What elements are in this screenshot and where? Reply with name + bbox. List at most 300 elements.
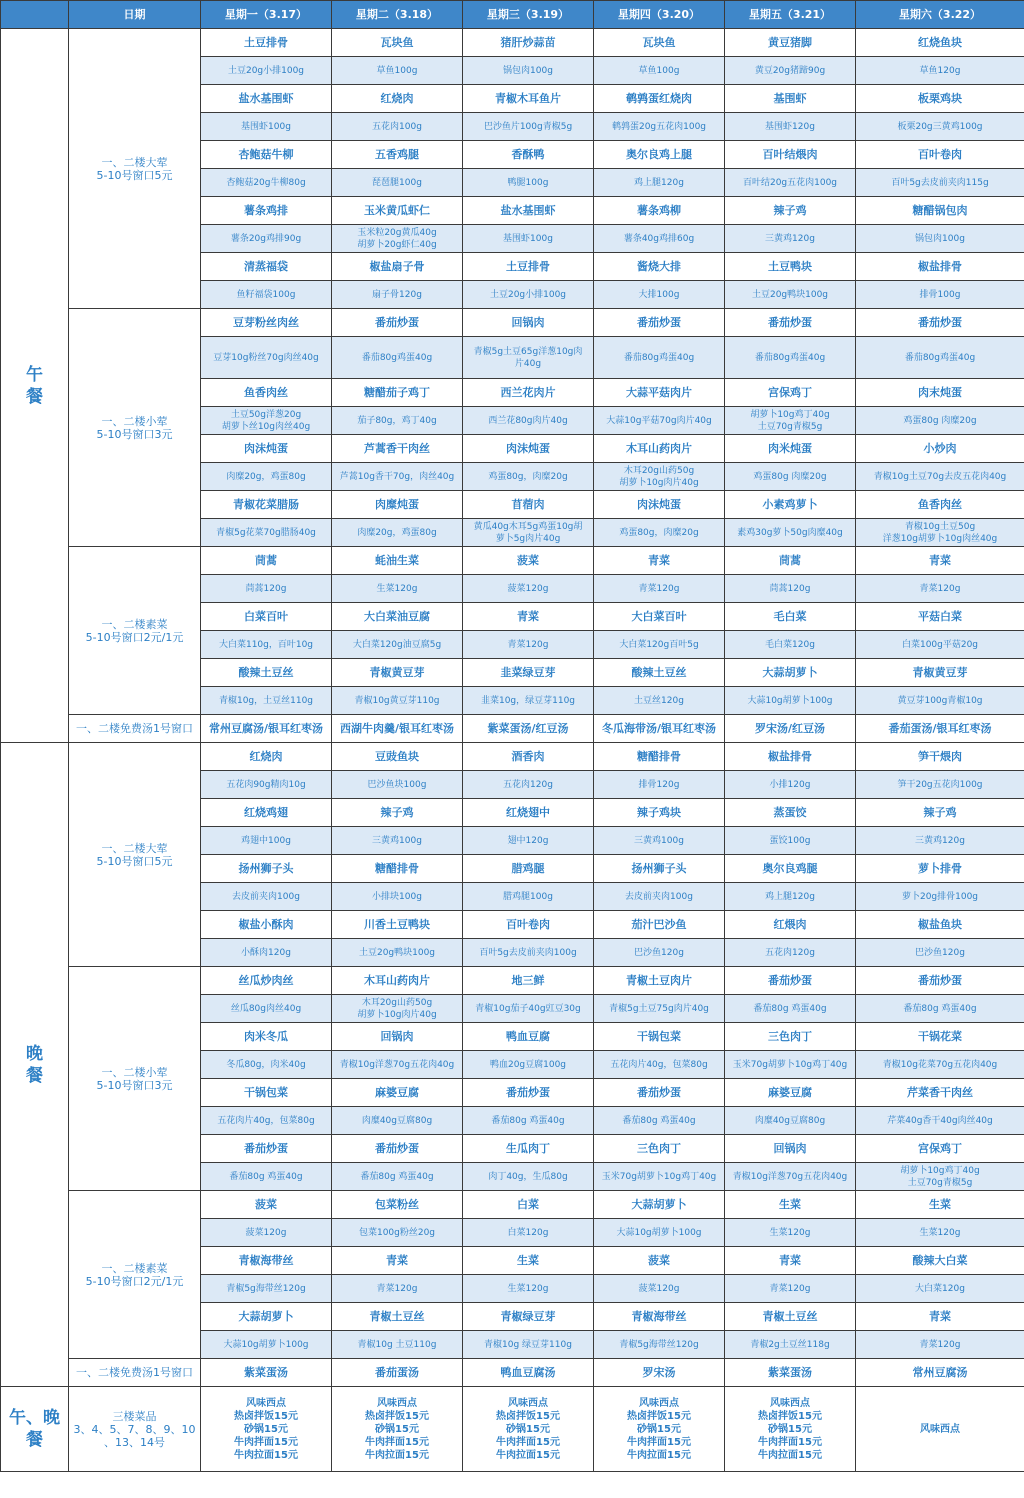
dish-name-cell: 肉米炖蛋 (725, 435, 856, 463)
header-cell-monday: 星期一（3.17） (201, 1, 332, 29)
ingredient-cell: 黄豆芽100g青椒10g (856, 687, 1024, 715)
ingredient-cell: 薯条20g鸡排90g (201, 225, 332, 253)
dish-name-cell: 生菜 (725, 1191, 856, 1219)
dish-name-cell: 三色肉丁 (594, 1135, 725, 1163)
footer-extra-cell: 风味西点 热卤拌饭15元 砂锅15元 牛肉拌面15元 牛肉拉面15元 (332, 1387, 463, 1472)
dish-name-cell: 椒盐小酥肉 (201, 911, 332, 939)
dish-name-cell: 红烧肉 (332, 85, 463, 113)
dish-name-cell: 白菜百叶 (201, 603, 332, 631)
dish-name-cell: 鱼香肉丝 (201, 379, 332, 407)
ingredient-cell: 胡萝卜10g鸡丁40g 土豆70g青椒5g (725, 407, 856, 435)
ingredient-cell: 番茄80g 鸡蛋40g (463, 1107, 594, 1135)
ingredient-cell: 白菜120g (463, 1219, 594, 1247)
ingredient-cell: 肉糜40g豆腐80g (332, 1107, 463, 1135)
ingredient-cell: 菠菜120g (463, 575, 594, 603)
ingredient-cell: 大排100g (594, 281, 725, 309)
soup-row (1, 1359, 1024, 1387)
dish-name-cell: 西兰花肉片 (463, 379, 594, 407)
dish-name-cell: 青椒海带丝 (594, 1303, 725, 1331)
ingredient-cell: 青椒5g土豆75g肉片40g (594, 995, 725, 1023)
ingredient-cell: 杏鲍菇20g牛柳80g (201, 169, 332, 197)
ingredient-cell: 草鱼120g (856, 57, 1024, 85)
dish-name-cell: 大蒜胡萝卜 (594, 1191, 725, 1219)
ingredient-cell: 番茄80g 鸡蛋40g (332, 1163, 463, 1191)
dish-name-cell: 豆豉鱼块 (332, 743, 463, 771)
soup-cell: 紫菜蛋汤 (725, 1359, 856, 1387)
ingredient-cell: 木耳20g山药50g 胡萝卜10g肉片40g (594, 463, 725, 491)
dish-name-cell: 红烧翅中 (463, 799, 594, 827)
soup-label: 一、二楼免费汤1号窗口 (69, 715, 201, 743)
header-cell-date: 日期 (69, 1, 201, 29)
dish-name-cell: 青椒绿豆芽 (463, 1303, 594, 1331)
ingredient-cell: 肉糜20g，鸡蛋80g (201, 463, 332, 491)
dish-name-cell: 青椒土豆肉片 (594, 967, 725, 995)
dish-name-cell: 菠菜 (201, 1191, 332, 1219)
dish-name-cell: 辣子鸡块 (594, 799, 725, 827)
dish-name-cell: 茼蒿 (201, 547, 332, 575)
ingredient-cell: 小排块100g (332, 883, 463, 911)
ingredient-cell: 生菜120g (332, 575, 463, 603)
category-label: 一、二楼小荤 5-10号窗口3元 (69, 967, 201, 1191)
dish-name-cell: 青椒黄豆芽 (332, 659, 463, 687)
ingredient-cell: 鸡蛋80g 肉糜20g (725, 463, 856, 491)
dish-name-cell: 辣子鸡 (856, 799, 1024, 827)
footer-extra-cell: 风味西点 热卤拌饭15元 砂锅15元 牛肉拌面15元 牛肉拉面15元 (201, 1387, 332, 1472)
footer-category-label: 三楼菜品 3、4、5、7、8、9、10 、13、14号 (69, 1387, 201, 1472)
ingredient-cell: 小排120g (725, 771, 856, 799)
soup-cell: 番茄蛋汤 (332, 1359, 463, 1387)
dish-name-cell: 小炒肉 (856, 435, 1024, 463)
dish-name-cell: 酸辣大白菜 (856, 1247, 1024, 1275)
category-label: 一、二楼大荤 5-10号窗口5元 (69, 29, 201, 309)
dish-name-cell: 青椒黄豆芽 (856, 659, 1024, 687)
dish-name-cell: 青菜 (463, 603, 594, 631)
ingredient-cell: 鸡上腿120g (594, 169, 725, 197)
ingredient-cell: 青菜120g (463, 631, 594, 659)
dish-name-cell: 基围虾 (725, 85, 856, 113)
dish-name-cell: 番茄炒蛋 (856, 967, 1024, 995)
dish-name-cell: 辣子鸡 (725, 197, 856, 225)
ingredient-cell: 玉米70g胡萝卜10g鸡丁40g (594, 1163, 725, 1191)
ingredient-cell: 木耳20g山药50g 胡萝卜10g肉片40g (332, 995, 463, 1023)
ingredient-cell: 鸡蛋80g，肉糜20g (463, 463, 594, 491)
header-row (1, 1, 1024, 29)
dish-name-cell: 肉沫炖蛋 (463, 435, 594, 463)
dish-name-cell: 盐水基围虾 (463, 197, 594, 225)
ingredient-cell: 鸡蛋80g 肉糜20g (856, 407, 1024, 435)
ingredient-cell: 冬瓜80g，肉米40g (201, 1051, 332, 1079)
footer-row (1, 1387, 1024, 1472)
ingredient-cell: 青椒10g 绿豆芽110g (463, 1331, 594, 1359)
dish-name-cell: 椒盐鱼块 (856, 911, 1024, 939)
ingredient-cell: 芦蒿10g香干70g，肉丝40g (332, 463, 463, 491)
dish-name-cell: 扬州狮子头 (594, 855, 725, 883)
ingredient-cell: 玉米粒20g黄瓜40g 胡萝卜20g虾仁40g (332, 225, 463, 253)
dish-row (1, 309, 1024, 337)
dish-name-cell: 干锅包菜 (201, 1079, 332, 1107)
ingredient-cell: 青椒5g花菜70g腊肠40g (201, 519, 332, 547)
ingredient-cell: 排骨120g (594, 771, 725, 799)
ingredient-cell: 豆芽10g粉丝70g肉丝40g (201, 337, 332, 379)
dish-name-cell: 平菇白菜 (856, 603, 1024, 631)
ingredient-cell: 大白菜120g (856, 1275, 1024, 1303)
ingredient-cell: 去皮前夹肉100g (201, 883, 332, 911)
ingredient-cell: 巴沙鱼120g (856, 939, 1024, 967)
dish-name-cell: 茼蒿 (725, 547, 856, 575)
dish-name-cell: 木耳山药肉片 (332, 967, 463, 995)
soup-cell: 罗宋汤/红豆汤 (725, 715, 856, 743)
ingredient-cell: 玉米70g胡萝卜10g鸡丁40g (725, 1051, 856, 1079)
dish-name-cell: 番茄炒蛋 (463, 1079, 594, 1107)
soup-row (1, 715, 1024, 743)
ingredient-cell: 毛白菜120g (725, 631, 856, 659)
ingredient-cell: 土豆20g鸭块100g (332, 939, 463, 967)
ingredient-cell: 素鸡30g萝卜50g肉糜40g (725, 519, 856, 547)
ingredient-cell: 锅包肉100g (463, 57, 594, 85)
dish-name-cell: 宫保鸡丁 (856, 1135, 1024, 1163)
ingredient-cell: 土豆20g小排100g (201, 57, 332, 85)
ingredient-cell: 肉丁40g，生瓜80g (463, 1163, 594, 1191)
dish-name-cell: 蒸蛋饺 (725, 799, 856, 827)
dish-name-cell: 青菜 (856, 1303, 1024, 1331)
dish-name-cell: 糖醋排骨 (594, 743, 725, 771)
dish-name-cell: 青椒木耳鱼片 (463, 85, 594, 113)
ingredient-cell: 青菜120g (332, 1275, 463, 1303)
dish-name-cell: 干锅包菜 (594, 1023, 725, 1051)
ingredient-cell: 巴沙鱼120g (594, 939, 725, 967)
dish-name-cell: 地三鲜 (463, 967, 594, 995)
ingredient-cell: 鸭血20g豆腐100g (463, 1051, 594, 1079)
dish-name-cell: 椒盐排骨 (725, 743, 856, 771)
ingredient-cell: 大白菜110g，百叶10g (201, 631, 332, 659)
dish-name-cell: 番茄炒蛋 (332, 1135, 463, 1163)
ingredient-cell: 大蒜10g胡萝卜100g (201, 1331, 332, 1359)
ingredient-cell: 鹌鹑蛋20g五花肉100g (594, 113, 725, 141)
soup-cell: 紫菜蛋汤 (201, 1359, 332, 1387)
dish-name-cell: 回锅肉 (332, 1023, 463, 1051)
ingredient-cell: 青椒10g黄豆芽110g (332, 687, 463, 715)
ingredient-cell: 小酥肉120g (201, 939, 332, 967)
ingredient-cell: 百叶结20g五花肉100g (725, 169, 856, 197)
dish-name-cell: 肉米冬瓜 (201, 1023, 332, 1051)
dish-name-cell: 菠菜 (594, 1247, 725, 1275)
dish-name-cell: 大蒜胡萝卜 (725, 659, 856, 687)
dish-row (1, 1191, 1024, 1219)
ingredient-cell: 番茄80g鸡蛋40g (332, 337, 463, 379)
ingredient-cell: 生菜120g (856, 1219, 1024, 1247)
ingredient-cell: 三黄鸡100g (332, 827, 463, 855)
ingredient-cell: 青椒10g茄子40g豇豆30g (463, 995, 594, 1023)
ingredient-cell: 三黄鸡100g (594, 827, 725, 855)
ingredient-cell: 青椒10g土豆70g去皮五花肉40g (856, 463, 1024, 491)
dish-name-cell: 白菜 (463, 1191, 594, 1219)
ingredient-cell: 茼蒿120g (725, 575, 856, 603)
ingredient-cell: 生菜120g (463, 1275, 594, 1303)
ingredient-cell: 土豆50g洋葱20g 胡萝卜丝10g肉丝40g (201, 407, 332, 435)
soup-cell: 罗宋汤 (594, 1359, 725, 1387)
ingredient-cell: 青菜120g (594, 575, 725, 603)
dish-name-cell: 酒香肉 (463, 743, 594, 771)
ingredient-cell: 鸡翅中100g (201, 827, 332, 855)
ingredient-cell: 鱼籽福袋100g (201, 281, 332, 309)
dish-name-cell: 百叶卷肉 (463, 911, 594, 939)
dish-name-cell: 青椒花菜腊肠 (201, 491, 332, 519)
dish-name-cell: 菠菜 (463, 547, 594, 575)
ingredient-cell: 扇子骨120g (332, 281, 463, 309)
meal-label: 午 餐 (1, 29, 69, 743)
ingredient-cell: 鸡蛋80g，肉糜20g (594, 519, 725, 547)
ingredient-cell: 番茄80g 鸡蛋40g (725, 995, 856, 1023)
dish-name-cell: 青菜 (332, 1247, 463, 1275)
ingredient-cell: 百叶5g去皮前夹肉100g (463, 939, 594, 967)
ingredient-cell: 茄子80g，鸡丁40g (332, 407, 463, 435)
dish-name-cell: 小素鸡萝卜 (725, 491, 856, 519)
dish-name-cell: 豆芽粉丝肉丝 (201, 309, 332, 337)
dish-name-cell: 红烧肉 (201, 743, 332, 771)
ingredient-cell: 番茄80g鸡蛋40g (594, 337, 725, 379)
dish-name-cell: 糖醋排骨 (332, 855, 463, 883)
category-label: 一、二楼素菜 5-10号窗口2元/1元 (69, 1191, 201, 1359)
dish-name-cell: 青菜 (856, 547, 1024, 575)
ingredient-cell: 萝卜20g排骨100g (856, 883, 1024, 911)
dish-name-cell: 宫保鸡丁 (725, 379, 856, 407)
ingredient-cell: 丝瓜80g肉丝40g (201, 995, 332, 1023)
dish-name-cell: 玉米黄瓜虾仁 (332, 197, 463, 225)
dish-name-cell: 腊鸡腿 (463, 855, 594, 883)
dish-name-cell: 薯条鸡排 (201, 197, 332, 225)
dish-name-cell: 丝瓜炒肉丝 (201, 967, 332, 995)
ingredient-cell: 基围虾100g (201, 113, 332, 141)
soup-cell: 紫菜蛋汤/红豆汤 (463, 715, 594, 743)
dish-name-cell: 土豆排骨 (463, 253, 594, 281)
dish-name-cell: 青菜 (725, 1247, 856, 1275)
soup-label: 一、二楼免费汤1号窗口 (69, 1359, 201, 1387)
dish-row (1, 29, 1024, 57)
ingredient-cell: 笋干20g五花肉100g (856, 771, 1024, 799)
dish-name-cell: 清蒸福袋 (201, 253, 332, 281)
ingredient-cell: 番茄80g 鸡蛋40g (594, 1107, 725, 1135)
dish-name-cell: 回锅肉 (725, 1135, 856, 1163)
ingredient-cell: 菠菜120g (594, 1275, 725, 1303)
dish-name-cell: 酸辣土豆丝 (201, 659, 332, 687)
ingredient-cell: 大蒜10g胡萝卜100g (725, 687, 856, 715)
dish-name-cell: 红煨肉 (725, 911, 856, 939)
ingredient-cell: 草鱼100g (332, 57, 463, 85)
dish-name-cell: 鸭血豆腐 (463, 1023, 594, 1051)
ingredient-cell: 五花肉120g (463, 771, 594, 799)
dish-name-cell: 毛白菜 (725, 603, 856, 631)
dish-name-cell: 板栗鸡块 (856, 85, 1024, 113)
dish-name-cell: 鹌鹑蛋红烧肉 (594, 85, 725, 113)
ingredient-cell: 韭菜10g，绿豆芽110g (463, 687, 594, 715)
dish-name-cell: 韭菜绿豆芽 (463, 659, 594, 687)
dish-name-cell: 青椒土豆丝 (725, 1303, 856, 1331)
dish-name-cell: 红烧鸡翅 (201, 799, 332, 827)
dish-name-cell: 干锅花菜 (856, 1023, 1024, 1051)
ingredient-cell: 青椒10g 土豆110g (332, 1331, 463, 1359)
dish-name-cell: 鱼香肉丝 (856, 491, 1024, 519)
ingredient-cell: 五花肉100g (332, 113, 463, 141)
ingredient-cell: 西兰花80g肉片40g (463, 407, 594, 435)
ingredient-cell: 锅包肉100g (856, 225, 1024, 253)
dish-name-cell: 瓦块鱼 (332, 29, 463, 57)
dish-name-cell: 芹菜香干肉丝 (856, 1079, 1024, 1107)
category-label: 一、二楼素菜 5-10号窗口2元/1元 (69, 547, 201, 715)
soup-cell: 常州豆腐汤/银耳红枣汤 (201, 715, 332, 743)
ingredient-cell: 基围虾100g (463, 225, 594, 253)
dish-name-cell: 大蒜胡萝卜 (201, 1303, 332, 1331)
dish-name-cell: 薯条鸡柳 (594, 197, 725, 225)
ingredient-cell: 大白菜120g油豆腐5g (332, 631, 463, 659)
dish-name-cell: 香酥鸭 (463, 141, 594, 169)
dish-name-cell: 番茄炒蛋 (332, 309, 463, 337)
footer-extra-cell: 风味西点 热卤拌饭15元 砂锅15元 牛肉拌面15元 牛肉拉面15元 (725, 1387, 856, 1472)
dish-name-cell: 番茄炒蛋 (594, 309, 725, 337)
dish-name-cell: 生菜 (856, 1191, 1024, 1219)
ingredient-cell: 五花肉片40g，包菜80g (594, 1051, 725, 1079)
soup-cell: 番茄蛋汤/银耳红枣汤 (856, 715, 1024, 743)
dish-name-cell: 包菜粉丝 (332, 1191, 463, 1219)
ingredient-cell: 肉糜20g，鸡蛋80g (332, 519, 463, 547)
dish-name-cell: 茄汁巴沙鱼 (594, 911, 725, 939)
header-cell-saturday: 星期六（3.22） (856, 1, 1024, 29)
header-cell-corner (1, 1, 69, 29)
header-cell-thursday: 星期四（3.20） (594, 1, 725, 29)
ingredient-cell: 土豆丝120g (594, 687, 725, 715)
ingredient-cell: 番茄80g 鸡蛋40g (856, 995, 1024, 1023)
dish-name-cell: 杏鲍菇牛柳 (201, 141, 332, 169)
ingredient-cell: 草鱼100g (594, 57, 725, 85)
ingredient-cell: 基围虾120g (725, 113, 856, 141)
ingredient-cell: 番茄80g 鸡蛋40g (201, 1163, 332, 1191)
ingredient-cell: 大蒜10g胡萝卜100g (594, 1219, 725, 1247)
dish-row (1, 743, 1024, 771)
ingredient-cell: 青菜120g (725, 1275, 856, 1303)
category-label: 一、二楼小荤 5-10号窗口3元 (69, 309, 201, 547)
dish-name-cell: 扬州狮子头 (201, 855, 332, 883)
ingredient-cell: 青椒10g洋葱70g五花肉40g (332, 1051, 463, 1079)
ingredient-cell: 板栗20g三黄鸡100g (856, 113, 1024, 141)
dish-name-cell: 猪肝炒蒜苗 (463, 29, 594, 57)
footer-extra-cell: 风味西点 热卤拌饭15元 砂锅15元 牛肉拌面15元 牛肉拉面15元 (594, 1387, 725, 1472)
ingredient-cell: 青椒5g海带丝120g (594, 1331, 725, 1359)
dish-name-cell: 奥尔良鸡腿 (725, 855, 856, 883)
ingredient-cell: 黄瓜40g木耳5g鸡蛋10g胡 萝卜5g肉片40g (463, 519, 594, 547)
dish-name-cell: 五香鸡腿 (332, 141, 463, 169)
dish-name-cell: 糖醋锅包肉 (856, 197, 1024, 225)
ingredient-cell: 百叶5g去皮前夹肉115g (856, 169, 1024, 197)
ingredient-cell: 薯条40g鸡排60g (594, 225, 725, 253)
dish-name-cell: 糖醋茄子鸡丁 (332, 379, 463, 407)
ingredient-cell: 青菜120g (856, 575, 1024, 603)
dish-name-cell: 大白菜百叶 (594, 603, 725, 631)
footer-extra-cell: 风味西点 热卤拌饭15元 砂锅15元 牛肉拌面15元 牛肉拉面15元 (463, 1387, 594, 1472)
dish-name-cell: 蚝油生菜 (332, 547, 463, 575)
dish-name-cell: 椒盐排骨 (856, 253, 1024, 281)
dish-name-cell: 肉沫炖蛋 (201, 435, 332, 463)
ingredient-cell: 翅中120g (463, 827, 594, 855)
dish-name-cell: 酱烧大排 (594, 253, 725, 281)
ingredient-cell: 青椒10g，土豆丝110g (201, 687, 332, 715)
dish-name-cell: 肉末炖蛋 (856, 379, 1024, 407)
ingredient-cell: 肉糜40g豆腐80g (725, 1107, 856, 1135)
dish-name-cell: 大白菜油豆腐 (332, 603, 463, 631)
ingredient-cell: 五花肉120g (725, 939, 856, 967)
soup-cell: 常州豆腐汤 (856, 1359, 1024, 1387)
soup-cell: 冬瓜海带汤/银耳红枣汤 (594, 715, 725, 743)
ingredient-cell: 生菜120g (725, 1219, 856, 1247)
dish-name-cell: 麻婆豆腐 (332, 1079, 463, 1107)
dish-row (1, 967, 1024, 995)
ingredient-cell: 大白菜120g百叶5g (594, 631, 725, 659)
dish-name-cell: 麻婆豆腐 (725, 1079, 856, 1107)
dish-name-cell: 番茄炒蛋 (725, 309, 856, 337)
ingredient-cell: 蛋饺100g (725, 827, 856, 855)
dish-name-cell: 辣子鸡 (332, 799, 463, 827)
ingredient-cell: 巴沙鱼片100g青椒5g (463, 113, 594, 141)
dish-name-cell: 肉糜炖蛋 (332, 491, 463, 519)
dish-name-cell: 土豆鸭块 (725, 253, 856, 281)
dish-name-cell: 笋干煨肉 (856, 743, 1024, 771)
dish-name-cell: 青椒土豆丝 (332, 1303, 463, 1331)
dish-name-cell: 番茄炒蛋 (594, 1079, 725, 1107)
ingredient-cell: 巴沙鱼块100g (332, 771, 463, 799)
dish-name-cell: 盐水基围虾 (201, 85, 332, 113)
ingredient-cell: 三黄鸡120g (725, 225, 856, 253)
dish-name-cell: 青菜 (594, 547, 725, 575)
soup-cell: 鸭血豆腐汤 (463, 1359, 594, 1387)
dish-name-cell: 川香土豆鸭块 (332, 911, 463, 939)
soup-cell: 西湖牛肉羹/银耳红枣汤 (332, 715, 463, 743)
meal-label: 晚 餐 (1, 743, 69, 1387)
ingredient-cell: 排骨100g (856, 281, 1024, 309)
ingredient-cell: 青椒5g土豆65g洋葱10g肉 片40g (463, 337, 594, 379)
dish-name-cell: 苜蓿肉 (463, 491, 594, 519)
footer-extra-cell: 风味西点 (856, 1387, 1024, 1472)
ingredient-cell: 菠菜120g (201, 1219, 332, 1247)
ingredient-cell: 青椒10g花菜70g五花肉40g (856, 1051, 1024, 1079)
footer-meal-label: 午、晚 餐 (1, 1387, 69, 1472)
ingredient-cell: 青菜120g (856, 1331, 1024, 1359)
ingredient-cell: 五花肉片40g，包菜80g (201, 1107, 332, 1135)
dish-name-cell: 百叶结煨肉 (725, 141, 856, 169)
ingredient-cell: 胡萝卜10g鸡丁40g 土豆70g青椒5g (856, 1163, 1024, 1191)
menu-body (1, 29, 1024, 1472)
ingredient-cell: 青椒10g土豆50g 洋葱10g胡萝卜10g肉丝40g (856, 519, 1024, 547)
dish-name-cell: 萝卜排骨 (856, 855, 1024, 883)
dish-name-cell: 芦蒿香干肉丝 (332, 435, 463, 463)
ingredient-cell: 土豆20g鸭块100g (725, 281, 856, 309)
category-label: 一、二楼大荤 5-10号窗口5元 (69, 743, 201, 967)
dish-name-cell: 百叶卷肉 (856, 141, 1024, 169)
ingredient-cell: 鸭腿100g (463, 169, 594, 197)
dish-name-cell: 番茄炒蛋 (201, 1135, 332, 1163)
ingredient-cell: 番茄80g鸡蛋40g (856, 337, 1024, 379)
ingredient-cell: 琵琶腿100g (332, 169, 463, 197)
ingredient-cell: 包菜100g粉丝20g (332, 1219, 463, 1247)
dish-name-cell: 奥尔良鸡上腿 (594, 141, 725, 169)
ingredient-cell: 三黄鸡120g (856, 827, 1024, 855)
dish-name-cell: 酸辣土豆丝 (594, 659, 725, 687)
header-cell-wednesday: 星期三（3.19） (463, 1, 594, 29)
dish-name-cell: 黄豆猪脚 (725, 29, 856, 57)
dish-name-cell: 生菜 (463, 1247, 594, 1275)
ingredient-cell: 茼蒿120g (201, 575, 332, 603)
dish-name-cell: 回锅肉 (463, 309, 594, 337)
dish-name-cell: 青椒海带丝 (201, 1247, 332, 1275)
dish-name-cell: 生瓜肉丁 (463, 1135, 594, 1163)
ingredient-cell: 青椒2g土豆丝118g (725, 1331, 856, 1359)
